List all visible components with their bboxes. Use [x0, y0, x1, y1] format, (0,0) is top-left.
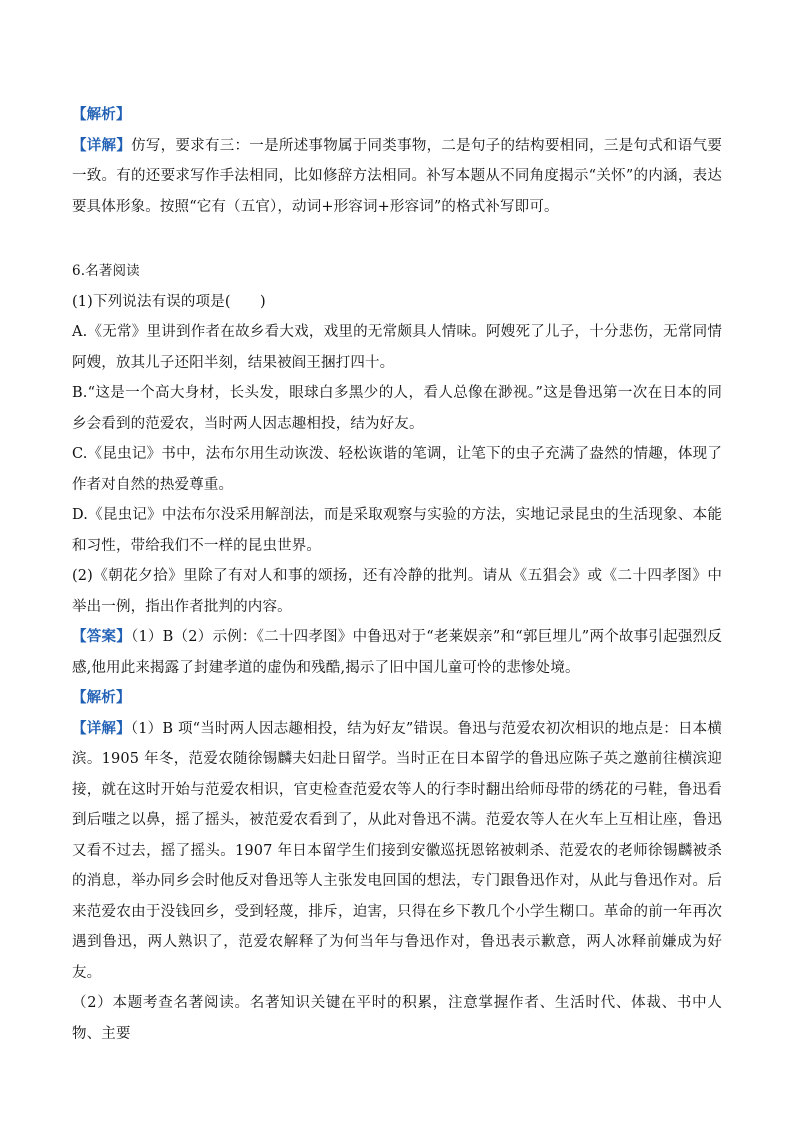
option-c: C.《昆虫记》书中，法布尔用生动诙泼、轻松诙谐的笔调，让笔下的虫子充满了盎然的情趣，体现了作者对自然的热爱尊重。 [72, 446, 722, 493]
question-part1: (1)下列说法有误的项是( ) [72, 293, 266, 310]
detail-paragraph-2 [72, 714, 722, 989]
detail-part2: （2）本题考查名著阅读。名著知识关键在平时的积累，注意掌握作者、生活时代、体裁、书中人物、主要 [72, 995, 722, 1042]
analysis-heading-2 [72, 683, 722, 714]
option-a: A.《无常》里讲到作者在故乡看大戏，戏里的无常颇具人情味。阿嫂死了儿子，十分悲伤，无常同情阿嫂，放其儿子还阳半刻，结果被阎王捆打四十。 [72, 324, 722, 371]
option-b: B.“这是一个高大身材，长头发，眼球白多黑少的人，看人总像在渺视。”这是鲁迅第一次在日本的同乡会看到的范爱农，当时两人因志趣相投，结为好友。 [72, 385, 722, 432]
detail-paragraph-1 [72, 131, 722, 223]
spacer [72, 222, 722, 256]
document-content [72, 100, 722, 1049]
detail-tag: 【详解】 [72, 719, 131, 737]
answer-paragraph [72, 622, 722, 683]
detail-tag: 【详解】 [72, 136, 132, 154]
detail-text: （1）B 项“当时两人因志趣相投，结为好友”错误。鲁迅与范爱农初次相识的地点是：日本横滨。1905 年冬，范爱农随徐锡麟夫妇赴日留学。当时正在日本留学的鲁迅应陈子英之邀前往横滨迎接，就在这时开始与范爱农相识，官吏检查范爱农等人的行李时翻出给师母带的绣花的弓鞋，鲁迅看到后嗤之以鼻，摇了摇头，被范爱农看到了，从此对鲁迅不满。范爱农等人在火车上互相让座，鲁迅又看不过去，摇了摇头。1907 年日本留学生们接到安徽巡抚恩铭被刺杀、范爱农的老师徐锡麟被杀的消息，举办同乡会时他反对鲁迅等人主张发电回国的想法，专门跟鲁迅作对，从此与鲁迅作对。后来范爱农由于没钱回乡，受到轻蔑，排斥，迫害，只得在乡下教几个小学生糊口。革命的前一年再次遇到鲁迅，两人熟识了，范爱农解释了为何当年与鲁迅作对，鲁迅表示歉意，两人冰释前嫌成为好友。 [72, 720, 723, 981]
detail-text: 仿写，要求有三：一是所述事物属于同类事物，二是句子的结构要相同，三是句式和语气要一致。有的还要求写作手法相同，比如修辞方法相同。补写本题从不同角度揭示“关怀”的内涵，表达要具体形象。按照“它有（五官），动词+形容词+形容词”的格式补写即可。 [72, 137, 722, 215]
option-d: D.《昆虫记》中法布尔没采用解剖法，而是采取观察与实验的方法，实地记录昆虫的生活现象、本能和习性，带给我们不一样的昆虫世界。 [72, 507, 722, 554]
analysis-tag: 【解析】 [72, 689, 131, 706]
analysis-tag: 【解析】 [72, 106, 131, 123]
analysis-heading-1 [72, 100, 722, 131]
question-part2: (2)《朝花夕拾》里除了有对人和事的颂扬，还有冷静的批判。请从《五猖会》或《二十四孝图》中举出一例，指出作者批判的内容。 [72, 568, 722, 615]
answer-text: （1）B（2）示例：《二十四孝图》中鲁迅对于“老莱娱亲”和“郭巨埋儿”两个故事引起强烈反感,他用此来揭露了封建孝道的虚伪和残酷,揭示了旧中国儿童可怜的悲惨处境。 [72, 629, 722, 676]
question-title: 6.名著阅读 [72, 263, 140, 279]
answer-tag: 【答案】 [72, 628, 131, 645]
